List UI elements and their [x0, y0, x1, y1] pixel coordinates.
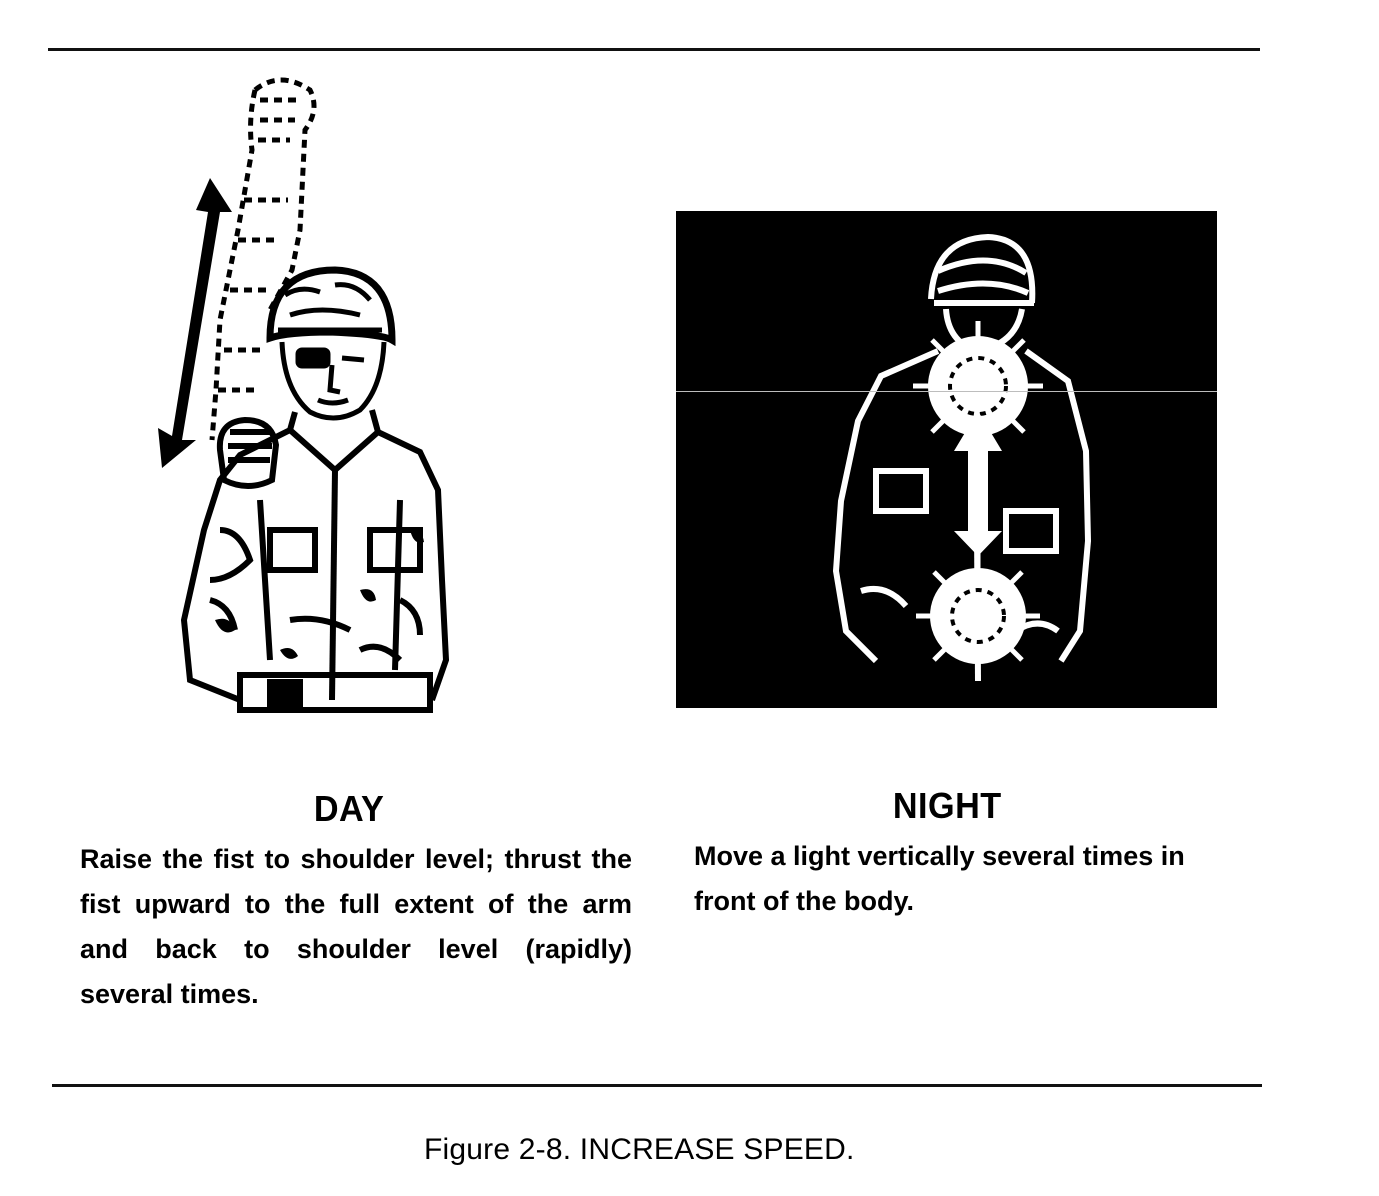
- bottom-rule: [52, 1084, 1262, 1087]
- face: [282, 342, 384, 418]
- night-panel: [676, 211, 1217, 708]
- day-description: Raise the fist to shoulder level; thrust the fist upward to the full extent of the arm and back to shoulder level (rapidly) several times.: [80, 844, 632, 1009]
- raised-arm-ghost: [212, 80, 314, 440]
- double-arrow-icon: [158, 178, 232, 468]
- day-heading: DAY: [313, 788, 385, 829]
- night-helmet: [931, 237, 1034, 303]
- figure-caption: Figure 2-8. INCREASE SPEED.: [424, 1133, 855, 1166]
- light-burst-lower: [916, 553, 1040, 679]
- night-heading: NIGHT: [892, 785, 1002, 826]
- scan-artifact-line: [676, 391, 1217, 392]
- day-soldier-illustration: [120, 60, 500, 730]
- helmet: [270, 270, 392, 340]
- night-description: Move a light vertically several times in front of the body.: [694, 841, 1185, 916]
- top-rule: [48, 48, 1260, 51]
